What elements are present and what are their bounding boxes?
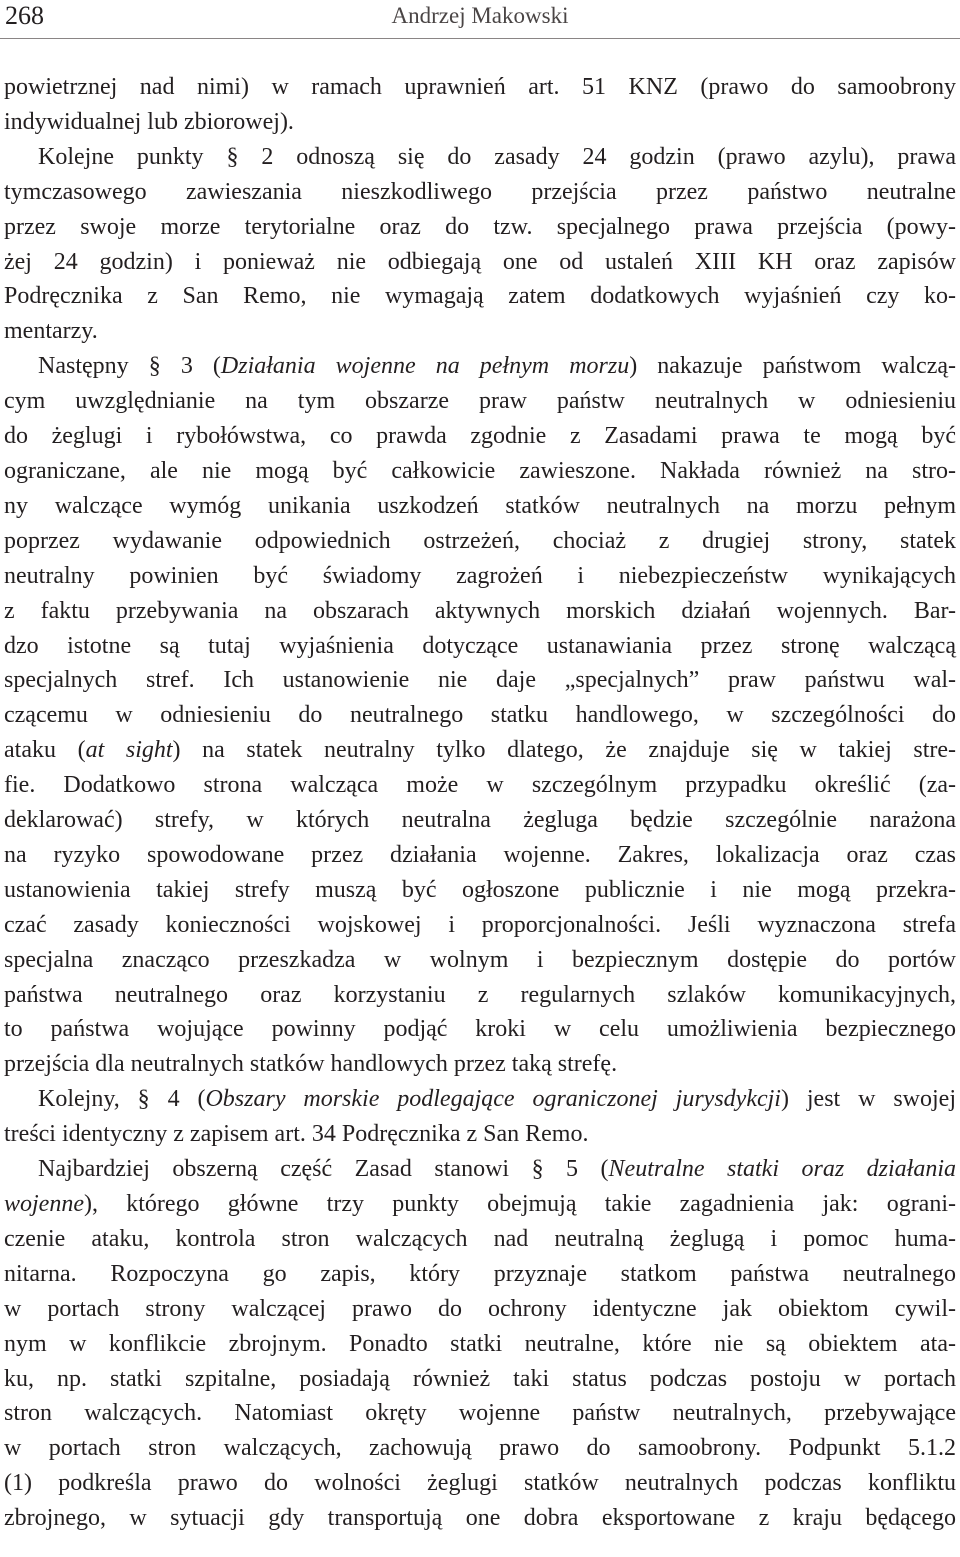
text-span: ) jest w swojej <box>780 1086 957 1113</box>
text-line: nym w konflikcie zbrojnym. Ponadto statki neutralne, które nie są obiektem ata- <box>4 1330 956 1357</box>
text-line <box>4 733 956 768</box>
text-line <box>4 1152 956 1187</box>
text-line: mentarzy. <box>4 318 98 345</box>
italic-span: wojenne <box>4 1191 84 1217</box>
text-line: ustanowienia takiej strefy muszą być ogłoszone publicznie i nie mogą przekra- <box>4 876 956 903</box>
text-span: Najbardziej obszerną część Zasad stanowi § 5 ( <box>38 1156 609 1183</box>
text-line: specjalna znacząco przeszkadza w wolnym i bezpiecznym dostępie do portów <box>4 946 956 973</box>
text-line: z faktu przebywania na obszarach aktywnych morskich działań wojennych. Bar- <box>4 597 956 624</box>
text-line: czenie ataku, kontrola stron walczących nad neutralną żeglugą i pomoc huma- <box>4 1225 956 1252</box>
text-line: żej 24 godzin) i ponieważ nie odbiegają one od ustaleń XIII KH oraz zapisów <box>4 248 956 275</box>
text-line <box>4 1082 956 1117</box>
text-line: Podręcznika z San Remo, nie wymagają zatem dodatkowych wyjaśnień czy ko- <box>4 283 956 310</box>
text-line: państwa neutralnego oraz korzystaniu z regularnych szlaków komunikacyjnych, <box>4 981 956 1008</box>
text-line: specjalnych stref. Ich ustanowienie nie daje „specjalnych” praw państwu wal- <box>4 667 956 694</box>
text-span: Kolejny, § 4 ( <box>38 1086 206 1113</box>
text-line: przez swoje morze terytorialne oraz do tzw. specjalnego prawa przejścia (powy- <box>4 213 956 240</box>
text-line: do żeglugi i rybołówstwa, co prawda zgodnie z Zasadami prawa te mogą być <box>4 423 956 450</box>
text-span: ) na statek neutralny tylko dlatego, że znajduje się w takiej stre- <box>172 737 956 764</box>
text-line: fie. Dodatkowo strona walcząca może w szczególnym przypadku określić (za- <box>4 772 956 799</box>
text-span: ), którego główne trzy punkty obejmują takie zagadnienia jak: ograni- <box>83 1191 956 1217</box>
text-line: indywidualnej lub zbiorowej). <box>4 108 294 135</box>
text-line: Kolejne punkty § 2 odnoszą się do zasady 24 godzin (prawo azylu), prawa <box>38 143 956 170</box>
text-span: ) nakazuje państwom walczą- <box>629 353 956 380</box>
text-line: ny walczące wymóg unikania uszkodzeń statków neutralnych na morzu pełnym <box>4 492 956 519</box>
italic-span: at sight <box>85 737 173 764</box>
text-line: deklarować) strefy, w których neutralna żegluga będzie szczególnie narażona <box>4 807 956 834</box>
text-line: ograniczane, ale nie mogą być całkowicie zawieszone. Nakłada również na stro- <box>4 457 956 484</box>
body-text <box>4 70 956 1536</box>
text-line <box>4 349 956 384</box>
text-line: zbrojnego, w sytuacji gdy transportują one dobra eksportowane z kraju będącego <box>4 1505 956 1532</box>
italic-span: Obszary morskie podlegające ograniczonej jurysdykcji <box>205 1086 781 1113</box>
text-line: treści identyczny z zapisem art. 34 Podręcznika z San Remo. <box>4 1121 589 1148</box>
text-line: poprzez wydawanie odpowiednich ostrzeżeń, chociaż z drugiej strony, statek <box>4 527 956 554</box>
text-line: przejścia dla neutralnych statków handlowych przez taką strefę. <box>4 1051 618 1078</box>
text-line: czącemu w odniesieniu do neutralnego statku handlowego, w szczególności do <box>4 702 956 729</box>
text-line: w portach strony walczącej prawo do ochrony identyczne jak obiektom cywil- <box>4 1295 956 1322</box>
text-line <box>4 1187 956 1222</box>
text-line: nitarna. Rozpoczyna go zapis, który przyznaje statkom państwa neutralnego <box>4 1260 956 1287</box>
italic-span: Neutralne statki oraz działania <box>608 1156 956 1183</box>
page-header <box>0 0 960 50</box>
text-span: Następny § 3 ( <box>38 353 221 380</box>
text-line: stron walczących. Natomiast okręty wojenne państw neutralnych, przebywające <box>4 1400 956 1427</box>
text-line: ku, np. statki szpitalne, posiadają również taki status podczas postoju w portach <box>4 1365 956 1392</box>
text-line: w portach stron walczących, zachowują prawo do samoobrony. Podpunkt 5.1.2 <box>4 1435 956 1462</box>
text-line: tymczasowego zawieszania nieszkodliwego przejścia przez państwo neutralne <box>4 178 956 205</box>
italic-span: Działania wojenne na pełnym morzu <box>220 353 630 380</box>
text-line: cym uwzględnianie na tym obszarze praw państw neutralnych w odniesieniu <box>4 388 956 415</box>
text-line: neutralny powinien być świadomy zagrożeń i niebezpieczeństw wynikających <box>4 562 956 589</box>
text-span: ataku ( <box>4 737 86 764</box>
text-line: na ryzyko spowodowane przez działania wojenne. Zakres, lokalizacja oraz czas <box>4 841 956 868</box>
text-line: dzo istotne są tutaj wyjaśnienia dotyczące ustanawiania przez stronę walczącą <box>4 632 956 659</box>
page-number: 268 <box>5 1 44 30</box>
text-line: czać zasady konieczności wojskowej i proporcjonalności. Jeśli wyznaczona strefa <box>4 911 956 938</box>
header-rule <box>0 38 960 39</box>
running-head-author: Andrzej Makowski <box>391 3 569 28</box>
text-line: to państwa wojujące powinny podjąć kroki w celu umożliwienia bezpiecznego <box>4 1016 956 1043</box>
text-line: (1) podkreśla prawo do wolności żeglugi statków neutralnych podczas konfliktu <box>4 1470 956 1497</box>
text-line: powietrznej nad nimi) w ramach uprawnień art. 51 KNZ (prawo do samoobrony <box>4 74 956 100</box>
